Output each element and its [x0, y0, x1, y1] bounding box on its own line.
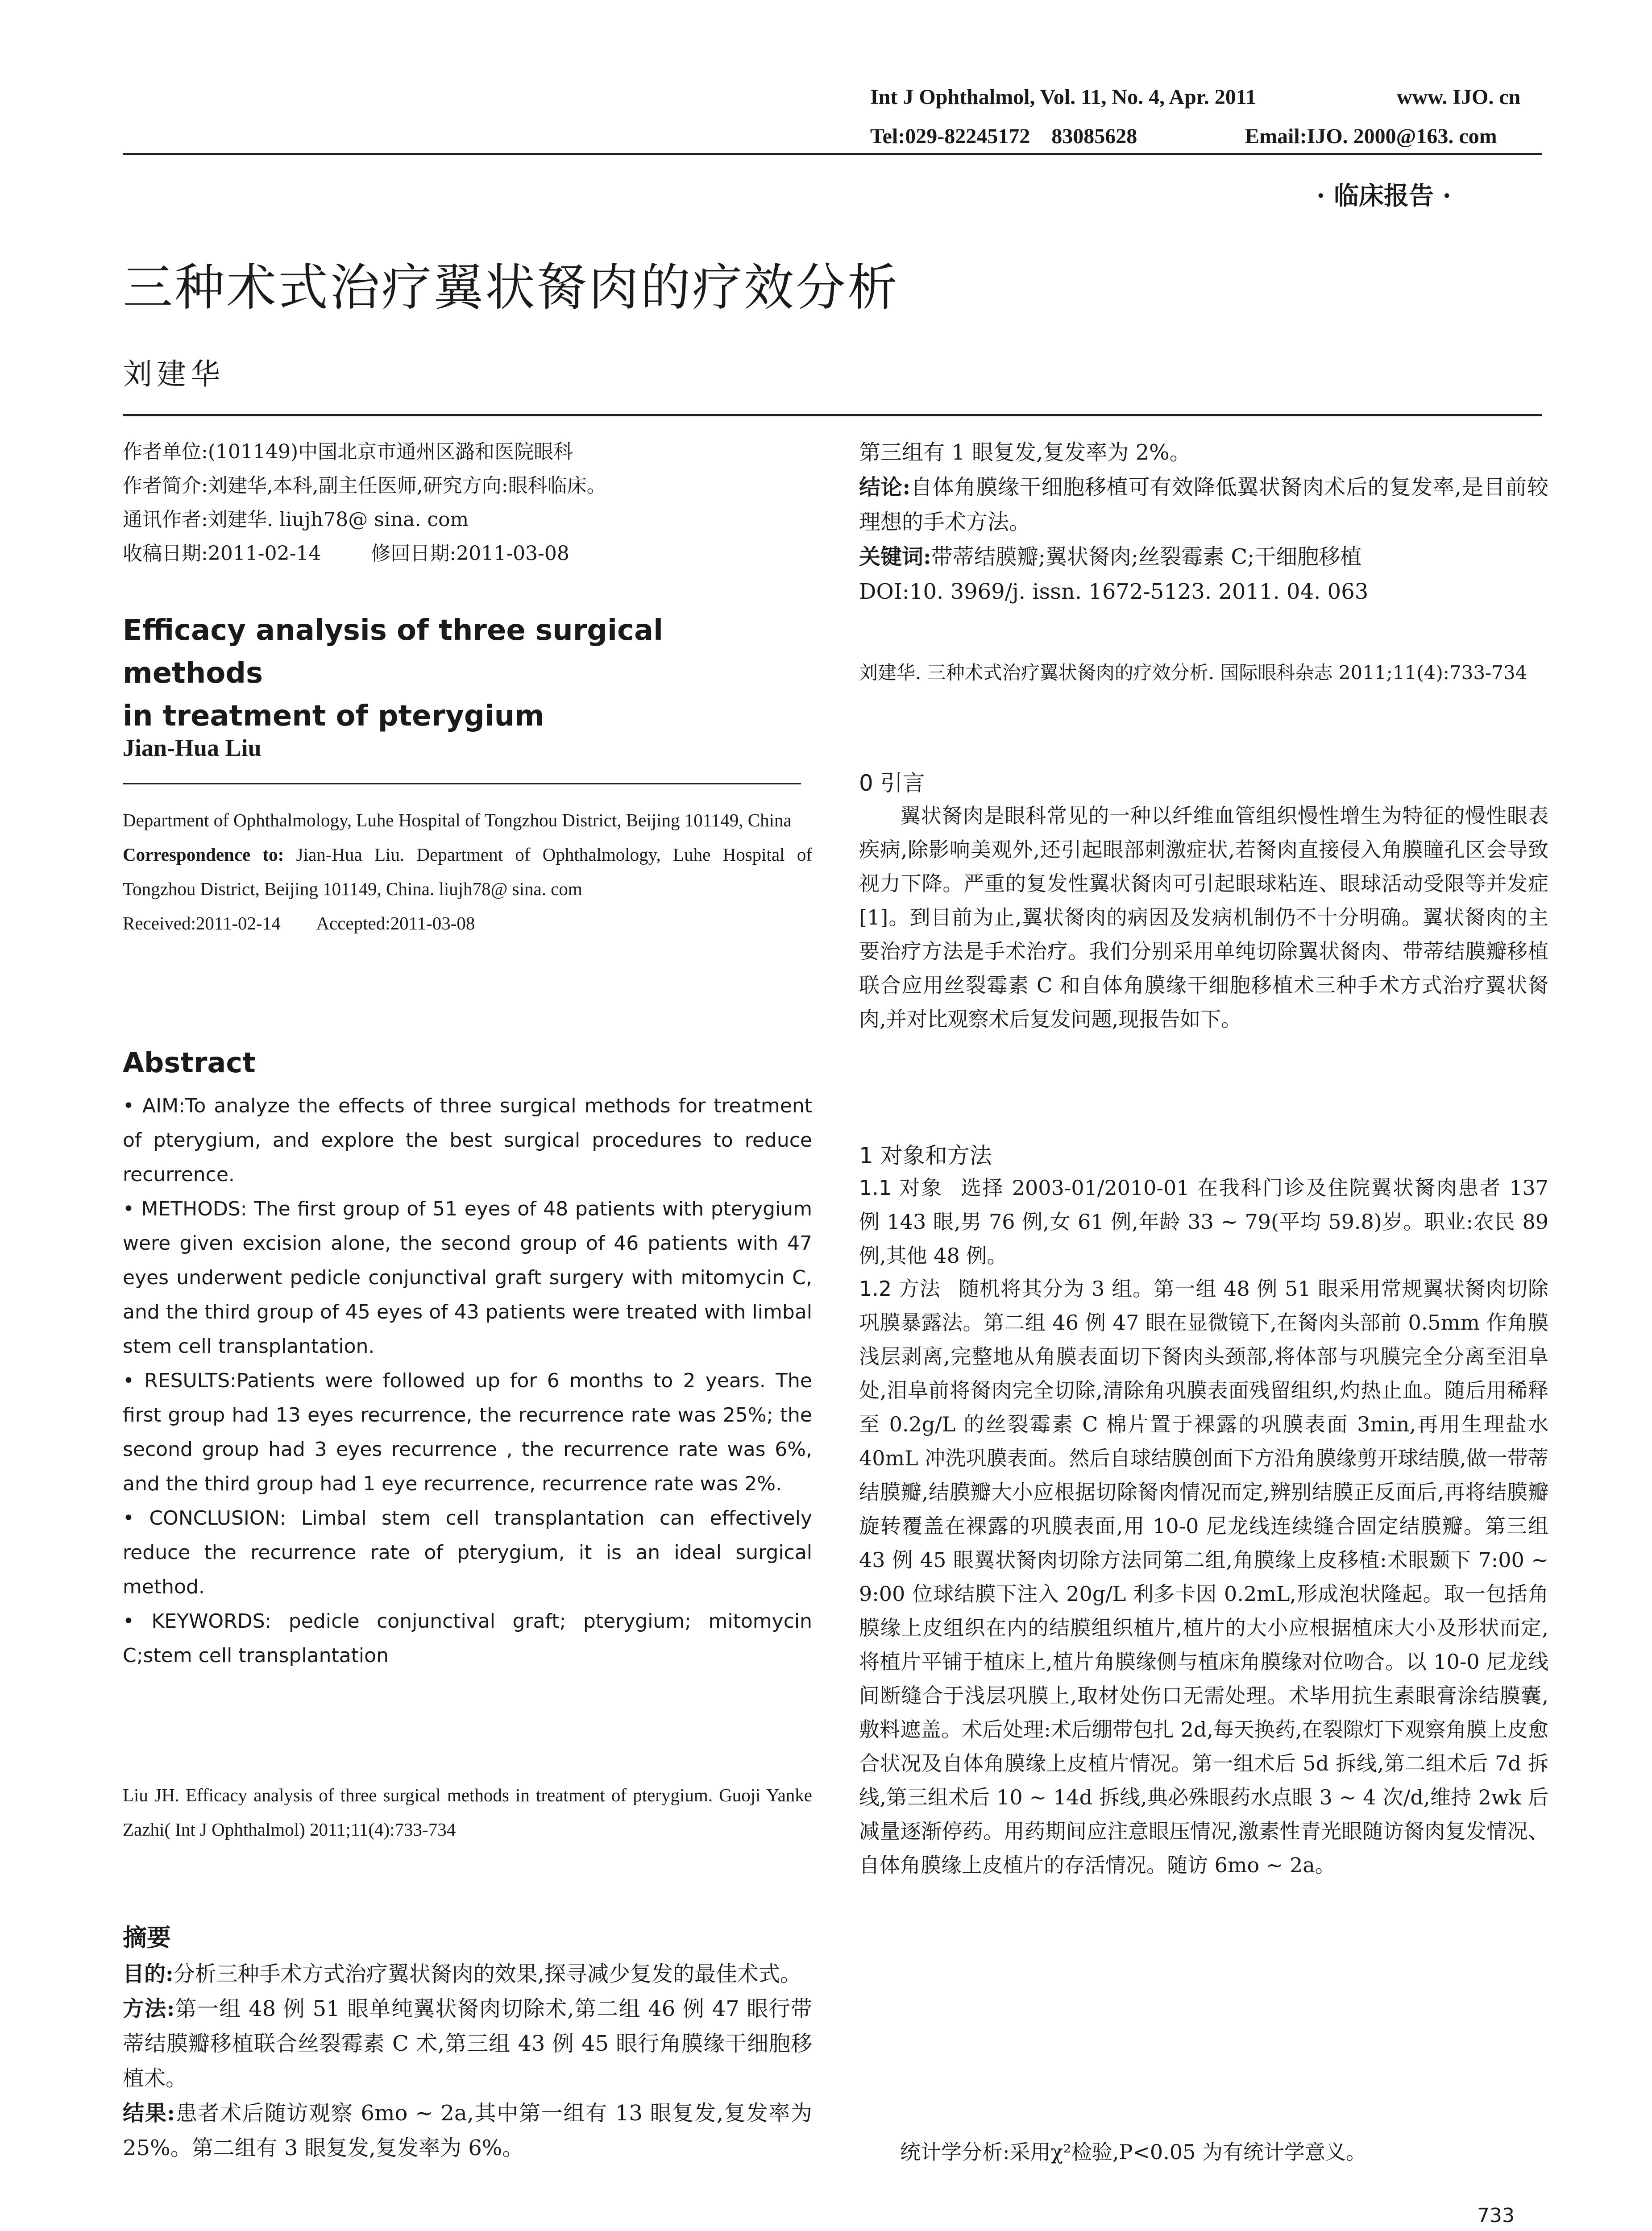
summary-methods	[123, 1991, 812, 2096]
sec12-label: 1.2 方法	[859, 1277, 941, 1301]
summary-results-cont: 第三组有 1 眼复发,复发率为 2%。	[859, 440, 1191, 465]
abstract-body	[123, 1089, 812, 1673]
keywords-text: 带蒂结膜瓣;翼状胬肉;丝裂霉素 C;干细胞移植	[931, 544, 1362, 569]
journal-email: Email:IJO. 2000@163. com	[1245, 124, 1497, 148]
conclusion-label: 结论:	[859, 475, 911, 500]
sec11-text: 选择 2003-01/2010-01 在我科门诊及住院翼状胬肉患者 137 例 143 眼,男 76 例,女 61 例,年龄 33 ~ 79(平均 59.8)岁。职业:农民 89 例,其他 48 例。	[859, 1176, 1549, 1268]
summary-methods-text: 第一组 48 例 51 眼单纯翼状胬肉切除术,第二组 46 例 47 眼行带蒂结膜瓣移植联合丝裂霉素 C 术,第三组 43 例 45 眼行角膜缘干细胞移植术。	[123, 1996, 812, 2091]
correspondence	[123, 838, 812, 906]
summary-conclusion	[859, 470, 1548, 539]
abstract-heading: Abstract	[123, 1046, 256, 1079]
section-label: · 临床报告 ·	[1316, 181, 1451, 211]
department: Department of Ophthalmology, Luhe Hospital of Tongzhou District, Beijing 101149, China	[123, 810, 792, 830]
title-rule	[123, 414, 1542, 416]
abstract-conclusion: • CONCLUSION: Limbal stem cell transplantation can effectively reduce the recurrence rate of pterygium, it is an ideal surgical method.	[123, 1507, 812, 1598]
summary-methods-label: 方法:	[123, 1996, 175, 2021]
summary-results	[123, 2096, 812, 2165]
summary-aim-label: 目的:	[123, 1961, 174, 1986]
doi: DOI:10. 3969/j. issn. 1672-5123. 2011. 04. 063	[859, 579, 1369, 604]
summary-aim-text: 分析三种手术方式治疗翼状胬肉的效果,探寻减少复发的最佳术式。	[173, 1961, 801, 1986]
info-line: 收稿日期:2011-02-14 修回日期:2011-03-08	[123, 542, 569, 565]
sec11-label: 1.1 对象	[859, 1176, 943, 1200]
abstract-results: • RESULTS:Patients were followed up for 6 months to 2 years. The first group had 13 eyes recurrence, the recurrence rate was 25%; the second group had 3 eyes recurrence , the recurrence rate was 6%, and the third group had 1 eye recurrence, recurrence rate was 2%.	[123, 1369, 812, 1495]
sec12-paragraph	[859, 1272, 1548, 1882]
citation-en: Liu JH. Efficacy analysis of three surgical methods in treatment of pterygium. Guoji Yanke Zazhi( Int J Ophthalmol) 2011;11(4):733-734	[123, 1785, 812, 1840]
abstract-keywords: • KEYWORDS: pedicle conjunctival graft; pterygium; mitomycin C;stem cell transplantation	[123, 1610, 812, 1667]
header-rule	[123, 153, 1542, 155]
summary-aim	[123, 1957, 812, 1991]
sec11-paragraph	[859, 1171, 1548, 1273]
correspondence-label: Correspondence to:	[123, 844, 284, 865]
sec1-heading: 1 对象和方法	[859, 1143, 992, 1169]
info-line: 作者单位:(101149)中国北京市通州区潞和医院眼科	[123, 440, 573, 463]
affiliation-en	[123, 803, 812, 941]
page-number: 733	[1477, 2204, 1515, 2227]
summary-keywords	[859, 539, 1548, 574]
keywords-label: 关键词:	[859, 544, 931, 569]
author-cn: 刘建华	[123, 357, 224, 391]
info-line: 通讯作者:刘建华. liujh78@ sina. com	[123, 508, 469, 531]
page-title: 三种术式治疗翼状胬肉的疗效分析	[123, 259, 899, 317]
abstract-aim: • AIM:To analyze the effects of three surgical methods for treatment of pterygium, and explore the best surgical procedures to reduce recurrence.	[123, 1095, 812, 1186]
received-dates: Received:2011-02-14 Accepted:2011-03-08	[123, 913, 475, 933]
author-info	[123, 435, 812, 571]
correspondence-text: Jian-Hua Liu. Department of Ophthalmology, Luhe Hospital of Tongzhou District, Beijing 101149, China. liujh78@ sina. com	[123, 844, 812, 899]
author-en: Jian-Hua Liu	[123, 734, 261, 761]
journal-tel: Tel:029-82245172 83085628	[870, 124, 1137, 148]
title-en	[123, 609, 812, 738]
author-rule	[123, 783, 801, 784]
summary-heading: 摘要	[123, 1924, 171, 1952]
summary-results-label: 结果:	[123, 2101, 175, 2126]
summary-body	[123, 1957, 812, 2165]
title-en-line: in treatment of pterygium	[123, 700, 544, 733]
stats-paragraph: 统计学分析:采用χ²检验,P<0.05 为有统计学意义。	[900, 2140, 1366, 2164]
journal-line: Int J Ophthalmol, Vol. 11, No. 4, Apr. 2011	[870, 85, 1257, 109]
sec12-text: 随机将其分为 3 组。第一组 48 例 51 眼采用常规翼状胬肉切除巩膜暴露法。第二组 46 例 47 眼在显微镜下,在胬肉头部前 0.5mm 作角膜浅层剥离,完整地从角膜表面切下胬肉头颈部,将体部与巩膜完全分离至泪阜处,泪阜前将胬肉完全切除,清除角巩膜表面残留组织,灼热止血。随后用稀释至 0.2g/L 的丝裂霉素 C 棉片置于裸露的巩膜表面 3min,再用生理盐水 40mL 冲洗巩膜表面。然后自球结膜创面下方沿角膜缘剪开球结膜,做一带蒂结膜瓣,结膜瓣大小应根据切除胬肉情况而定,辨别结膜正反面后,再将结膜瓣旋转覆盖在裸露的巩膜表面,用 10-0 尼龙线连续缝合固定结膜瓣。第三组 43 例 45 眼翼状胬肉切除方法同第二组,角膜缘上皮移植:术眼颞下 7:00 ~ 9:00 位球结膜下注入 20g/L 利多卡因 0.2mL,形成泡状隆起。取一包括角膜缘上皮组织在内的结膜组织植片,植片的大小应根据植床大小及形状而定,将植片平铺于植床上,植片角膜缘侧与植床角膜缘对位吻合。以 10-0 尼龙线间断缝合于浅层巩膜上,取材处伤口无需处理。术毕用抗生素眼膏涂结膜囊,敷料遮盖。术后处理:术后绷带包扎 2d,每天换药,在裂隙灯下观察角膜上皮愈合状况及自体角膜缘上皮植片情况。第一组术后 5d 拆线,第二组术后 7d 拆线,第三组术后 10 ~ 14d 拆线,典必殊眼药水点眼 3 ~ 4 次/d,维持 2wk 后减量逐渐停药。用药期间应注意眼压情况,激素性青光眼随访胬肉复发情况、自体角膜缘上皮植片的存活情况。随访 6mo ~ 2a。	[859, 1277, 1548, 1877]
conclusion-text: 自体角膜缘干细胞移植可有效降低翼状胬肉术后的复发率,是目前较理想的手术方法。	[859, 475, 1548, 535]
journal-website: www. IJO. cn	[1397, 85, 1521, 109]
summary-results-text: 患者术后随访观察 6mo ~ 2a,其中第一组有 13 眼复发,复发率为 25%。第二组有 3 眼复发,复发率为 6%。	[123, 2101, 812, 2161]
title-en-line: Efficacy analysis of three surgical methods	[123, 614, 664, 690]
abstract-methods: • METHODS: The first group of 51 eyes of 48 patients with pterygium were given excision alone, the second group of 46 patients with 47 eyes underwent pedicle conjunctival graft surgery with mitomycin C, and the third group of 45 eyes of 43 patients were treated with limbal stem cell transplantation.	[123, 1198, 812, 1358]
intro-paragraph: 翼状胬肉是眼科常见的一种以纤维血管组织慢性增生为特征的慢性眼表疾病,除影响美观外,还引起眼部刺激症状,若胬肉直接侵入角膜瞳孔区会导致视力下降。严重的复发性翼状胬肉可引起眼球粘连、眼球活动受限等并发症[1]。到目前为止,翼状胬肉的病因及发病机制仍不十分明确。翼状胬肉的主要治疗方法是手术治疗。我们分别采用单纯切除翼状胬肉、带蒂结膜瓣移植联合应用丝裂霉素 C 和自体角膜缘干细胞移植术三种手术方式治疗翼状胬肉,并对比观察术后复发问题,现报告如下。	[859, 804, 1548, 1031]
citation-cn: 刘建华. 三种术式治疗翼状胬肉的疗效分析. 国际眼科杂志 2011;11(4):733-734	[859, 662, 1527, 684]
summary-continued	[859, 435, 1548, 609]
info-line: 作者简介:刘建华,本科,副主任医师,研究方向:眼科临床。	[123, 474, 606, 497]
sec0-heading: 0 引言	[859, 770, 925, 796]
